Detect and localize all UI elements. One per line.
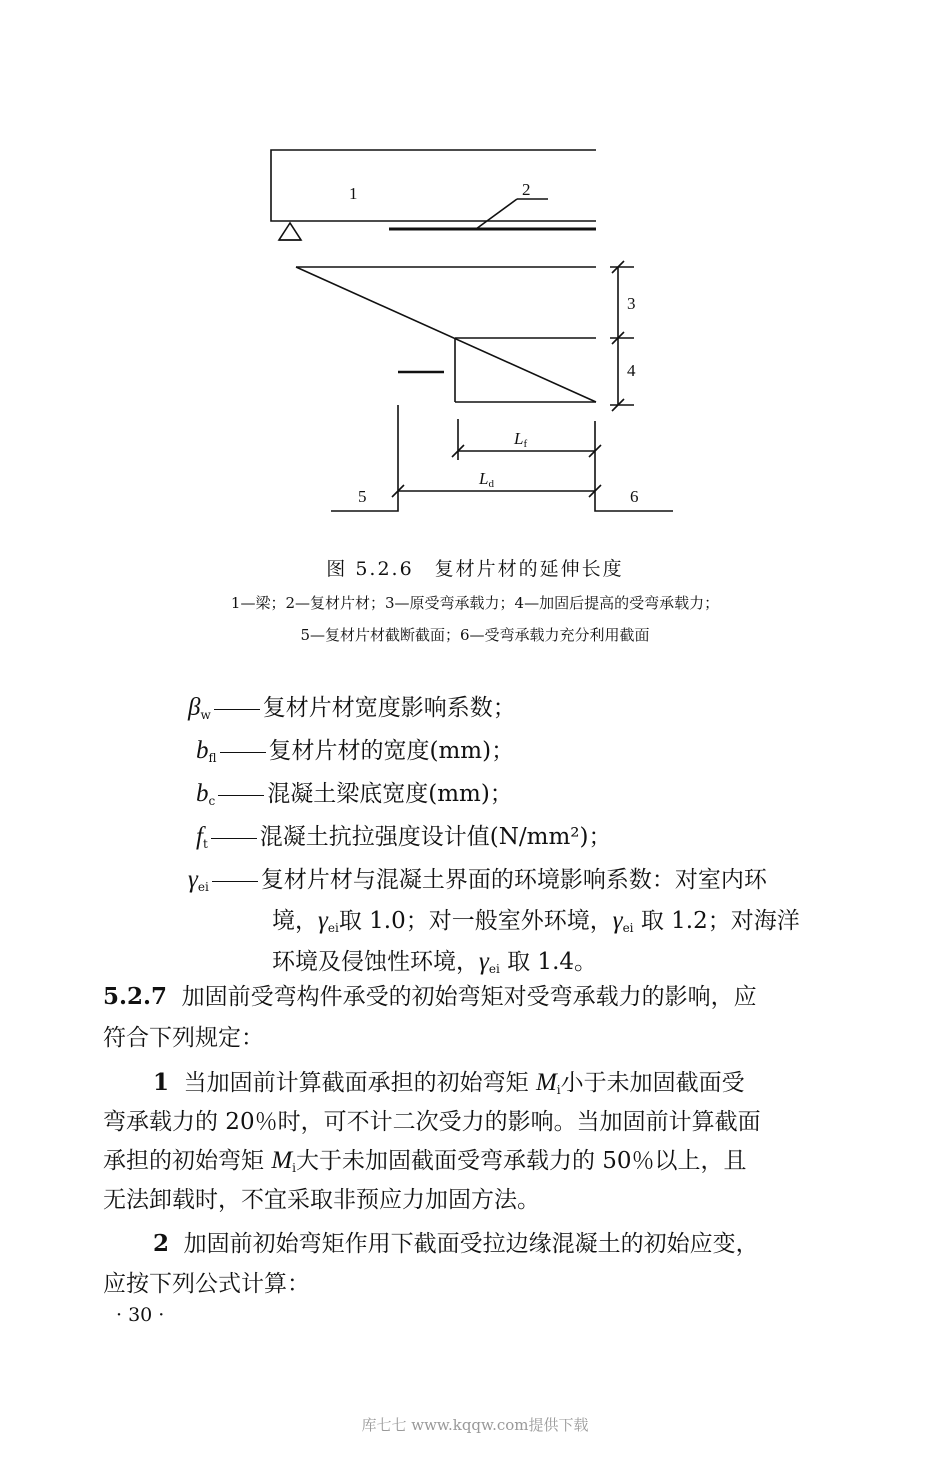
ld-symbol: L [479, 469, 489, 488]
footer-watermark: 库七七 www.kqqw.com提供下载 [361, 1416, 589, 1434]
label-2: 2 [522, 180, 531, 199]
svg-text:Ld [478, 469, 494, 490]
support-icon [279, 223, 301, 240]
figure-caption: 图 5.2.6 复材片材的延伸长度 [326, 558, 624, 580]
definition-f-t: $f_t$ 混凝土抗拉强度设计值(N/mm²)； [196, 823, 612, 851]
section-5-2-7-line2: 符合下列规定： [103, 1025, 264, 1051]
label-4: 4 [627, 361, 636, 380]
label-5: 5 [358, 487, 367, 506]
lf-subscript: f [523, 438, 528, 450]
figure-extension-length [0, 0, 950, 540]
label-1: 1 [349, 184, 358, 203]
label-6: 6 [630, 487, 639, 506]
item-1-line3: 承担的初始弯矩 $M_i$大于未加固截面受弯承载力的 50％以上，且 [103, 1147, 747, 1175]
definition-gamma-cont-1: 境，$\gamma_{ei}$取 1.0；对一般室外环境，$\gamma_{ei}$ 取 1.2；对海洋 [272, 907, 800, 935]
item-1-line2: 弯承载力的 20％时，可不计二次受力的影响。当加固前计算截面 [103, 1109, 761, 1135]
beam-outline [271, 150, 596, 221]
ld-subscript: d [488, 478, 494, 490]
page-number: · 30 · [116, 1304, 165, 1326]
definition-b-c: $b_c$ 混凝土梁底宽度(mm)； [196, 780, 513, 808]
leader-2 [476, 199, 517, 229]
figure-legend-line2: 5—复材片材截断截面；6—受弯承载力充分利用截面 [300, 626, 650, 644]
definition-b-fl: $b_{fl}$ 复材片材的宽度(mm)； [196, 737, 515, 765]
lf-symbol: L [514, 429, 524, 448]
item-2-line2: 应按下列公式计算： [103, 1271, 310, 1297]
section-5-2-7-line1: 5.2.7 加固前受弯构件承受的初始弯矩对受弯承载力的影响，应 [103, 983, 757, 1010]
svg-text:Lf [513, 429, 527, 450]
definition-gamma-cont-2: 环境及侵蚀性环境，$\gamma_{ei}$ 取 1.4。 [272, 948, 598, 976]
moment-diagonal [296, 267, 596, 402]
item-1-line1: 1 当加固前计算截面承担的初始弯矩 $M_i$小于未加固截面受 [153, 1069, 745, 1097]
definition-beta-w: $\beta_w$ 复材片材宽度影响系数； [188, 694, 516, 722]
definition-gamma-ei: $\gamma_{ei}$ 复材片材与混凝土界面的环境影响系数：对室内环 [188, 866, 767, 894]
figure-legend-line1: 1—梁；2—复材片材；3—原受弯承载力；4—加固后提高的受弯承载力； [230, 594, 720, 612]
item-1-line4: 无法卸载时，不宜采取非预应力加固方法。 [103, 1187, 540, 1213]
item-2-line1: 2 加固前初始弯矩作用下截面受拉边缘混凝土的初始应变， [153, 1230, 759, 1257]
label-3: 3 [627, 294, 636, 313]
